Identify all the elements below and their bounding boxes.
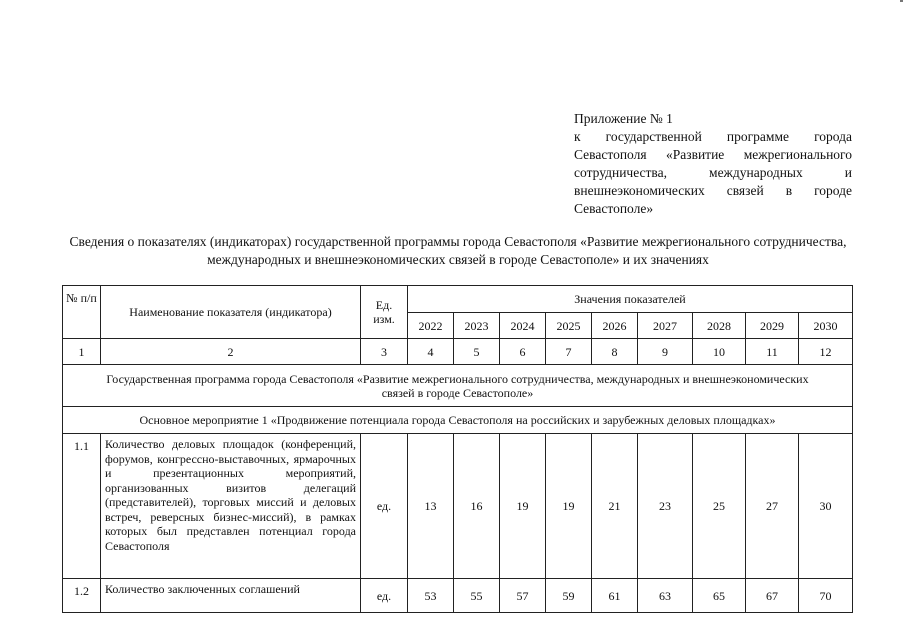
col-number: 10 [693, 339, 746, 365]
col-number: 1 [63, 339, 101, 365]
value-cell: 59 [546, 579, 592, 613]
value-cell: 19 [546, 434, 592, 579]
year-cell: 2029 [746, 313, 799, 339]
year-cell: 2022 [408, 313, 454, 339]
indicator-name: Количество деловых площадок (конференций, форумов, конгрессно-выставочных, ярмарочных и презентационных мероприятий, организованных визитов делегаций (представителей), торговых миссий и деловых встреч, реверсных бизнес-миссий), в рамках которых был представлен потенциал города Севастополя [101, 434, 361, 579]
col-number: 5 [454, 339, 500, 365]
header-name: Наименование показателя (индикатора) [101, 286, 361, 339]
header-row [63, 286, 853, 313]
value-cell: 16 [454, 434, 500, 579]
header-values: Значения показателей [408, 286, 853, 313]
year-cell: 2025 [546, 313, 592, 339]
col-number: 8 [592, 339, 638, 365]
value-cell: 23 [638, 434, 693, 579]
col-number: 3 [361, 339, 408, 365]
col-number: 7 [546, 339, 592, 365]
appendix-note [574, 110, 852, 218]
value-cell: 53 [408, 579, 454, 613]
year-cell: 2026 [592, 313, 638, 339]
program-row [63, 365, 853, 407]
col-number: 9 [638, 339, 693, 365]
header-num: № п/п [63, 286, 101, 339]
value-cell: 55 [454, 579, 500, 613]
value-cell: 21 [592, 434, 638, 579]
year-cell: 2030 [799, 313, 853, 339]
value-cell: 65 [693, 579, 746, 613]
col-number: 12 [799, 339, 853, 365]
activity-row [63, 407, 853, 434]
col-number: 4 [408, 339, 454, 365]
table-row [63, 434, 853, 579]
row-number: 1.2 [63, 579, 101, 613]
program-title: Государственная программа города Севастополя «Развитие межрегионального сотрудничества, международных и внешнеэкономических связей в городе Севастополе» [63, 365, 853, 407]
header-unit: Ед. изм. [361, 286, 408, 339]
value-cell: 30 [799, 434, 853, 579]
unit-cell: ед. [361, 579, 408, 613]
table-row [63, 579, 853, 613]
value-cell: 70 [799, 579, 853, 613]
value-cell: 25 [693, 434, 746, 579]
value-cell: 67 [746, 579, 799, 613]
scan-artifact [900, 0, 903, 2]
year-cell: 2024 [500, 313, 546, 339]
value-cell: 57 [500, 579, 546, 613]
col-number: 11 [746, 339, 799, 365]
column-numbers-row [63, 339, 853, 365]
appendix-reference: к государственной программе города Севастополя «Развитие межрегионального сотрудничества, международных и внешнеэкономических связей в городе Севастополе» [574, 129, 852, 216]
activity-title: Основное мероприятие 1 «Продвижение потенциала города Севастополя на российских и зарубежных деловых площадках» [63, 407, 853, 434]
indicator-name: Количество заключенных соглашений [101, 579, 361, 613]
document-title: Сведения о показателях (индикаторах) государственной программы города Севастополя «Развитие межрегионального сотрудничества, международных и внешнеэкономических связей в городе Севастополе» и их значениях [69, 234, 847, 267]
value-cell: 61 [592, 579, 638, 613]
year-cell: 2028 [693, 313, 746, 339]
value-cell: 13 [408, 434, 454, 579]
row-number: 1.1 [63, 434, 101, 579]
year-cell: 2027 [638, 313, 693, 339]
appendix-number: Приложение № 1 [574, 111, 673, 126]
year-cell: 2023 [454, 313, 500, 339]
indicators-table [62, 285, 853, 613]
col-number: 6 [500, 339, 546, 365]
unit-cell: ед. [361, 434, 408, 579]
col-number: 2 [101, 339, 361, 365]
value-cell: 63 [638, 579, 693, 613]
value-cell: 19 [500, 434, 546, 579]
value-cell: 27 [746, 434, 799, 579]
